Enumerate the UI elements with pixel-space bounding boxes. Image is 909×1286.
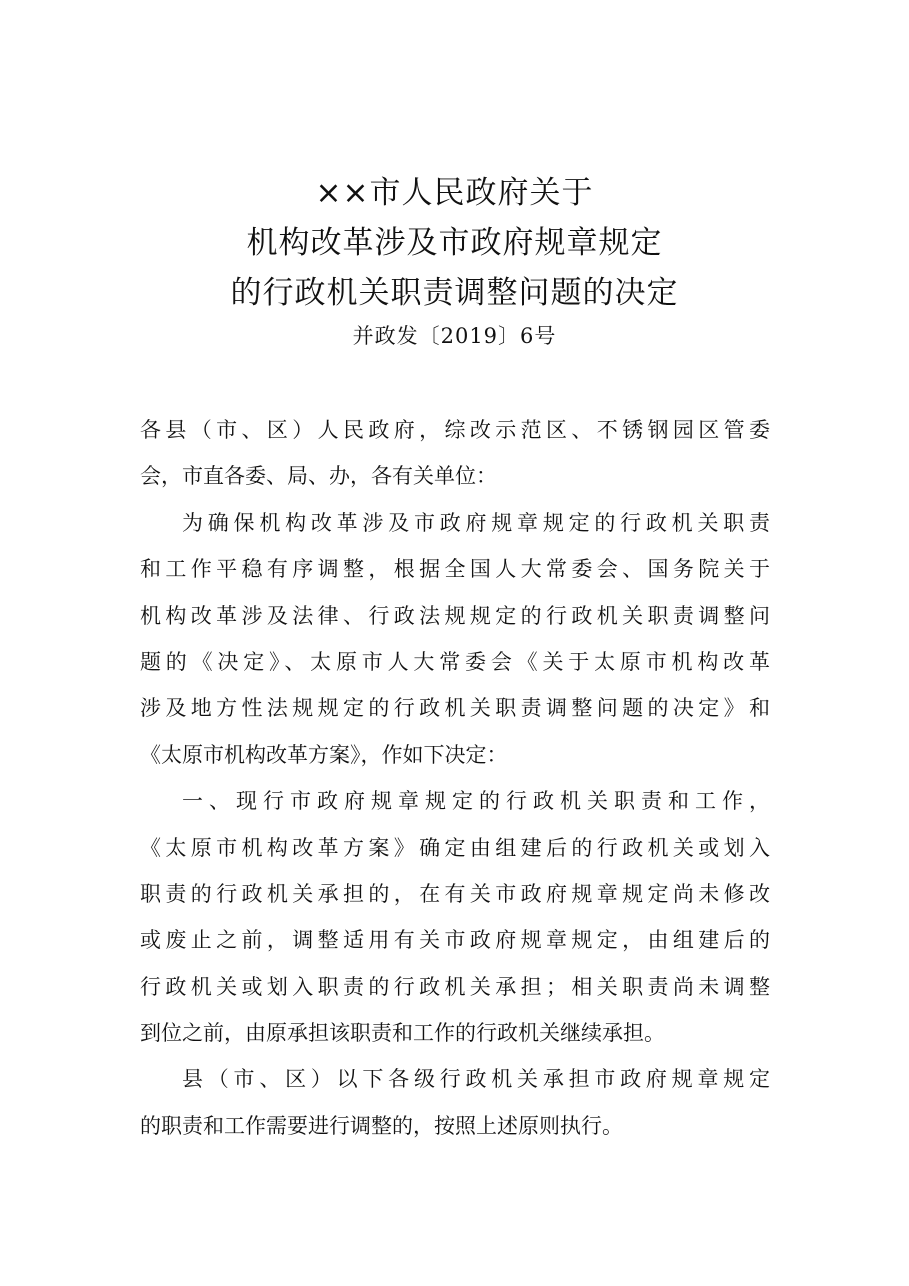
document-number: 并政发〔2019〕6号 — [352, 324, 557, 348]
paragraph-2 — [140, 778, 770, 1056]
title-line-2: 机构改革涉及市政府规章规定 — [246, 225, 663, 261]
text-line: 《太原市机构改革方案》，作如下决定： — [140, 742, 508, 767]
text-line: 的职责和工作需要进行调整的，按照上述原则执行。 — [140, 1113, 623, 1138]
text-line: 机构改革涉及法律、行政法规规定的行政机关职责调整问 — [140, 603, 770, 628]
text-line: 各县（市、区）人民政府，综改示范区、不锈钢园区管委 — [140, 418, 770, 442]
text-line: 和工作平稳有序调整，根据全国人大常委会、国务院关于 — [140, 557, 770, 582]
paragraph-3 — [140, 1056, 770, 1149]
addressee-paragraph — [140, 407, 770, 500]
text-line: 为确保机构改革涉及市政府规章规定的行政机关职责 — [182, 510, 770, 535]
document-title — [0, 168, 909, 318]
text-line: 题的《决定》、太原市人大常委会《关于太原市机构改革 — [140, 649, 770, 674]
text-line: 到位之前，由原承担该职责和工作的行政机关继续承担。 — [140, 1021, 665, 1046]
title-line-3: 的行政机关职责调整问题的决定 — [230, 275, 679, 311]
document-body — [140, 407, 770, 1149]
text-line: 会，市直各委、局、办，各有关单位： — [140, 464, 497, 489]
text-line: 《太原市机构改革方案》确定由组建后的行政机关或划入 — [140, 835, 770, 860]
text-line: 县（市、区）以下各级行政机关承担市政府规章规定 — [182, 1067, 770, 1092]
text-line: 行政机关或划入职责的行政机关承担；相关职责尚未调整 — [140, 974, 770, 999]
paragraph-1 — [140, 500, 770, 778]
text-line: 涉及地方性法规规定的行政机关职责调整问题的决定》和 — [140, 696, 770, 721]
text-line: 一、现行市政府规章规定的行政机关职责和工作， — [182, 789, 770, 814]
text-line: 或废止之前，调整适用有关市政府规章规定，由组建后的 — [140, 928, 770, 953]
text-line: 职责的行政机关承担的，在有关市政府规章规定尚未修改 — [140, 881, 770, 906]
title-line-1: ××市人民政府关于 — [315, 175, 594, 211]
